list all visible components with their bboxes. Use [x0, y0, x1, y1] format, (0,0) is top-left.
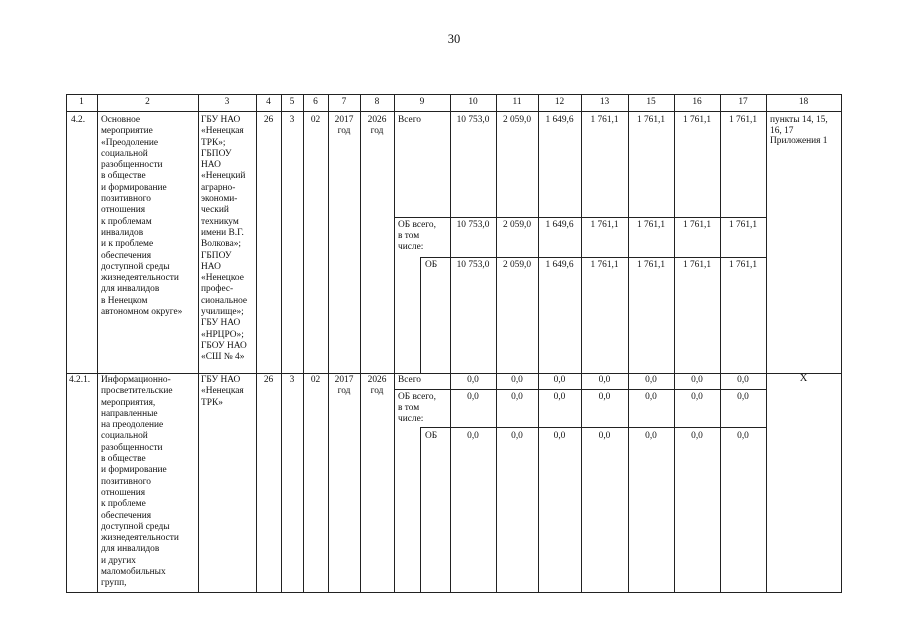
funding-label: ОБ всего, в том числе:	[398, 392, 436, 424]
funding-label: Всего	[398, 115, 421, 125]
header-cell-7: 7	[341, 97, 347, 107]
column-line	[720, 94, 721, 593]
header-cell-1: 1	[79, 97, 84, 107]
funding-value: 1 761,1	[590, 220, 619, 230]
start-year: 2017 год	[334, 375, 354, 397]
row-number: 4.2.1.	[69, 375, 91, 385]
funding-label: ОБ	[425, 260, 438, 270]
row-divider	[66, 373, 842, 374]
column-line	[303, 94, 304, 593]
header-cell-5: 5	[289, 97, 295, 107]
page-number: 30	[447, 32, 461, 46]
header-cell-11: 11	[512, 97, 522, 107]
funding-value: 0,0	[598, 392, 611, 402]
column-line	[281, 94, 282, 593]
funding-value: 1 649,6	[545, 115, 574, 125]
column-line	[538, 94, 539, 593]
column-line	[674, 94, 675, 593]
column-line	[394, 94, 395, 593]
funding-value: 0,0	[511, 392, 523, 402]
funding-value: 1 761,1	[590, 260, 619, 270]
column-line	[450, 94, 451, 593]
funding-value: 0,0	[691, 392, 703, 402]
funding-value: 0,0	[511, 375, 523, 385]
header-cell-16: 16	[692, 97, 702, 107]
grid-line	[420, 427, 766, 428]
funding-value: 0,0	[645, 392, 657, 402]
column-4-value: 26	[263, 115, 274, 125]
funding-value: 0,0	[691, 431, 703, 441]
executor: ГБУ НАО «Ненецкая ТРК»; ГБПОУ НАО «Ненецкий аграрно- экономи- ческий техникум имени В.Г. Волкова»; ГБПОУ НАО «Ненецкое профес- сиональное училище»; ГБУ НАО «НРЦРО»; ГБОУ НАО «СШ № 4»	[201, 115, 248, 363]
header-cell-15: 15	[646, 97, 656, 107]
column-line	[766, 94, 767, 593]
funding-value: 2 059,0	[502, 260, 532, 270]
column-6-value: 02	[310, 115, 321, 125]
column-9-split-line	[420, 257, 421, 373]
funding-value: 0,0	[467, 375, 479, 385]
header-cell-10: 10	[468, 97, 478, 107]
column-line	[841, 94, 842, 593]
funding-value: 0,0	[467, 431, 479, 441]
funding-label: ОБ всего, в том числе:	[398, 220, 436, 252]
funding-value: 2 059,0	[502, 115, 532, 125]
funding-value: 1 761,1	[682, 115, 712, 125]
funding-value: 0,0	[737, 392, 749, 402]
funding-value: 1 761,1	[636, 220, 666, 230]
table-top-border	[66, 94, 842, 95]
funding-value: 1 761,1	[728, 220, 758, 230]
end-year: 2026 год	[367, 375, 387, 397]
funding-value: 1 761,1	[728, 260, 758, 270]
funding-value: 0,0	[511, 431, 523, 441]
column-line	[581, 94, 582, 593]
funding-value: 1 761,1	[682, 220, 712, 230]
column-line	[360, 94, 361, 593]
row-number: 4.2.	[71, 115, 86, 125]
header-cell-18: 18	[798, 97, 809, 107]
funding-value: 1 761,1	[636, 260, 666, 270]
activity-name: Основное мероприятие «Преодоление социальной разобщенности в обществе и формирование позитивного отношения к проблемам инвалидов и к проблеме обеспечения доступной среды жизнедеятельности для инвалидов в Ненецком автономном округе»	[101, 115, 183, 318]
column-5-value: 3	[289, 115, 295, 125]
funding-label: ОБ	[425, 431, 438, 441]
header-bottom-line	[66, 111, 842, 112]
header-cell-13: 13	[599, 97, 610, 107]
funding-value: 0,0	[598, 431, 611, 441]
column-9-split-line	[420, 427, 421, 592]
executor: ГБУ НАО «Ненецкая ТРК»	[201, 375, 244, 408]
funding-value: 10 753,0	[456, 260, 490, 270]
funding-label: Всего	[398, 375, 421, 385]
funding-value: 0,0	[553, 431, 566, 441]
column-line	[97, 94, 98, 593]
funding-value: 10 753,0	[456, 220, 490, 230]
end-year: 2026 год	[367, 115, 387, 137]
funding-value: 1 761,1	[728, 115, 758, 125]
funding-value: 1 761,1	[636, 115, 666, 125]
table-bottom-border	[66, 592, 842, 593]
header-cell-9: 9	[419, 97, 425, 107]
header-cell-17: 17	[738, 97, 748, 107]
funding-value: 0,0	[598, 375, 611, 385]
header-cell-4: 4	[266, 97, 271, 107]
funding-value: 1 761,1	[590, 115, 619, 125]
column-6-value: 02	[310, 375, 321, 385]
activity-name: Информационно- просветительские мероприятия, направленные на преодоление социальной разобщенности в обществе и формирование позитивного отношения к проблеме обеспечения доступной среды жизнедеятельности для инвалидов и других маломобильных групп,	[101, 375, 179, 589]
reference-note: X	[799, 373, 808, 384]
funding-value: 0,0	[737, 431, 749, 441]
column-line	[628, 94, 629, 593]
column-line	[66, 94, 67, 593]
funding-value: 0,0	[691, 375, 703, 385]
funding-value: 0,0	[553, 375, 566, 385]
reference-note: пункты 14, 15, 16, 17 Приложения 1	[770, 115, 828, 147]
funding-value: 1 649,6	[545, 260, 574, 270]
column-line	[198, 94, 199, 593]
header-cell-2: 2	[145, 97, 150, 107]
header-cell-8: 8	[374, 97, 380, 107]
funding-value: 0,0	[737, 375, 749, 385]
funding-value: 0,0	[645, 375, 657, 385]
start-year: 2017 год	[334, 115, 354, 137]
column-line	[256, 94, 257, 593]
funding-value: 1 649,6	[545, 220, 574, 230]
funding-value: 0,0	[645, 431, 657, 441]
column-4-value: 26	[263, 375, 274, 385]
funding-value: 0,0	[553, 392, 566, 402]
column-line	[328, 94, 329, 593]
grid-line	[420, 257, 766, 258]
header-cell-12: 12	[554, 97, 565, 107]
funding-value: 10 753,0	[456, 115, 490, 125]
funding-value: 1 761,1	[682, 260, 712, 270]
header-cell-3: 3	[224, 97, 230, 107]
column-line	[496, 94, 497, 593]
funding-value: 2 059,0	[502, 220, 532, 230]
column-5-value: 3	[289, 375, 295, 385]
funding-value: 0,0	[467, 392, 479, 402]
header-cell-6: 6	[313, 97, 318, 107]
